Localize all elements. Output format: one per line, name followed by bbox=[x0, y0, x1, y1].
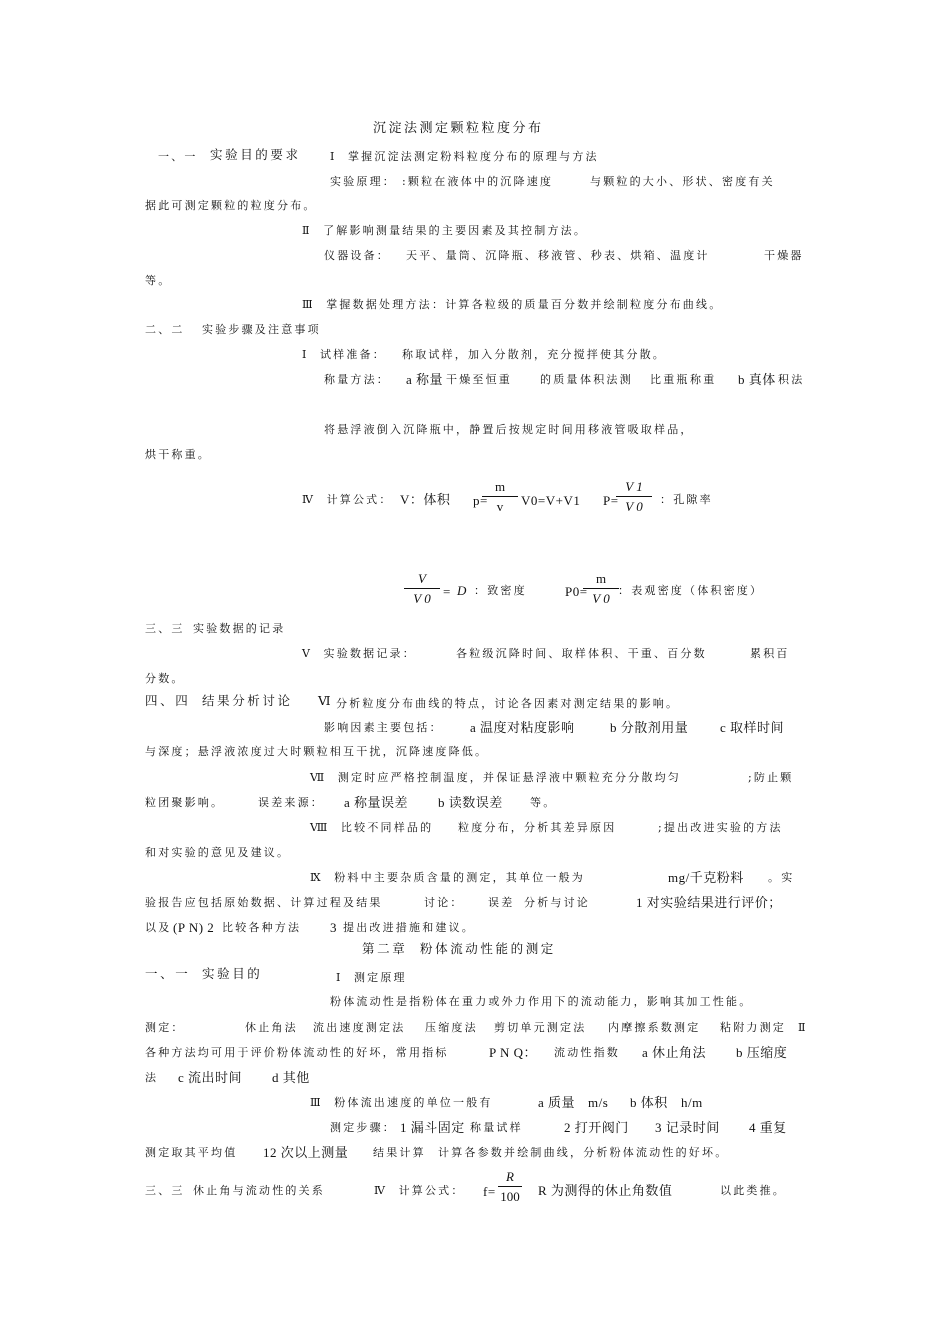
text-line: R 为测得的休止角数值 bbox=[538, 1183, 673, 1198]
text-line: 4 重复 bbox=[749, 1120, 787, 1135]
section-1-number: 一、一 bbox=[158, 150, 198, 163]
text-line: Ⅳ 计算公式： bbox=[374, 1184, 465, 1197]
text-line: ;提出改进实验的方法 bbox=[658, 821, 783, 834]
text-line: 3 记录时间 bbox=[655, 1120, 720, 1135]
text-line: 1 漏斗固定 bbox=[400, 1120, 465, 1135]
fraction-m-over-v0 bbox=[583, 572, 619, 605]
fraction-denominator: 100 bbox=[500, 1189, 520, 1204]
section-2-number: 二、二 bbox=[145, 323, 185, 336]
text-line: Ⅸ 粉料中主要杂质含量的测定，其单位一般为 bbox=[310, 871, 586, 884]
section-4-heading: 结果分析讨论 bbox=[202, 693, 293, 708]
text-line: b 体积 bbox=[630, 1095, 668, 1110]
page-title: 沉淀法测定颗粒粒度分布 bbox=[373, 121, 544, 136]
text-line: 实验原理： bbox=[330, 175, 396, 188]
fraction-m-over-v bbox=[482, 480, 518, 513]
text-line: 称量试样 bbox=[470, 1121, 523, 1134]
text-line: 烘干称重。 bbox=[145, 448, 211, 461]
text-line: :颗粒在液体中的沉降速度 bbox=[402, 175, 554, 188]
text-line: 压缩度法 bbox=[425, 1021, 478, 1034]
text-line: Ⅰ 掌握沉淀法测定粉料粒度分布的原理与方法 bbox=[330, 150, 599, 163]
chapter-heading-number: 第二章 bbox=[362, 941, 408, 956]
text-line: Ⅴ 实验数据记录： bbox=[302, 647, 416, 660]
text-line: 测定取其平均值 bbox=[145, 1146, 238, 1159]
text-line: 讨论： bbox=[424, 896, 464, 909]
text-line: c 取样时间 bbox=[720, 720, 785, 735]
fraction-bar bbox=[616, 496, 652, 497]
text-line: 分析粒度分布曲线的特点，讨论各因素对测定结果的影响。 bbox=[336, 697, 680, 710]
text-line: a 质量 bbox=[538, 1095, 576, 1110]
text-line: Ⅶ 测定时应严格控制温度，并保证悬浮液中颗粒充分分散均匀 bbox=[310, 771, 681, 784]
text-line: (P N) 2 bbox=[173, 920, 215, 935]
formula-p0-label: P0= bbox=[565, 584, 588, 599]
text-line: a 温度对粘度影响 bbox=[470, 720, 575, 735]
text-line: h/m bbox=[681, 1095, 703, 1110]
text-line: P N Q： bbox=[489, 1045, 538, 1060]
text-line: 各粒级沉降时间、取样体积、干重、百分数 bbox=[456, 647, 707, 660]
section-4-number: 四、四 bbox=[145, 693, 191, 708]
fraction-numerator: V 1 bbox=[625, 479, 643, 494]
fraction-bar bbox=[404, 588, 440, 589]
text-line: ：孔隙率 bbox=[660, 493, 713, 506]
text-line: Ⅲ 粉体流出速度的单位一般有 bbox=[310, 1096, 493, 1109]
fraction-v-over-v0 bbox=[404, 572, 440, 605]
text-line: b 读数误差 bbox=[438, 795, 503, 810]
text-line: ：计算各粒级的质量百分数并绘制粒度分布曲线。 bbox=[432, 298, 723, 311]
section-3-heading: 实验数据的记录 bbox=[193, 622, 286, 635]
text-line: 内摩擦系数测定 bbox=[608, 1021, 701, 1034]
subsection-heading: 实验目的 bbox=[202, 966, 263, 981]
text-line: 1 对实验结果进行评价； bbox=[636, 895, 782, 910]
text-line: 称重 bbox=[690, 373, 717, 386]
fraction-r-over-100 bbox=[492, 1170, 528, 1203]
text-line: 误差来源： bbox=[258, 796, 324, 809]
formula-p-label: p= bbox=[473, 493, 488, 508]
text-line: c 流出时间 bbox=[178, 1070, 243, 1085]
text-line: 天平、量筒、沉降瓶、移液管、秒表、烘箱、温度计 bbox=[406, 249, 710, 262]
subsection-number: 一、一 bbox=[145, 966, 191, 981]
text-line: 和对实验的意见及建议。 bbox=[145, 846, 291, 859]
fraction-numerator: m bbox=[494, 479, 506, 494]
text-line: 累积百 bbox=[750, 647, 790, 660]
chapter-heading: 粉体流动性能的测定 bbox=[420, 941, 556, 956]
text-line: 12 次以上测量 bbox=[263, 1145, 349, 1160]
section-heading: 休止角与流动性的关系 bbox=[193, 1184, 325, 1197]
formula-equals: = bbox=[443, 584, 451, 599]
formula-v0: V0=V+V1 bbox=[521, 493, 581, 508]
text-line: 流出速度测定法 bbox=[313, 1021, 406, 1034]
text-line: 与深度；悬浮液浓度过大时颗粒相互干扰，沉降速度降低。 bbox=[145, 745, 489, 758]
text-line: 与颗粒的大小、形状、密度有关 bbox=[590, 175, 775, 188]
text-line: 积法 bbox=[778, 373, 805, 386]
text-line: m/s bbox=[588, 1095, 609, 1110]
text-line: 各种方法均可用于评价粉体流动性的好坏，常用指标 bbox=[145, 1046, 449, 1059]
text-line: 仪器设备： bbox=[324, 249, 390, 262]
text-line: 粒团聚影响。 bbox=[145, 796, 225, 809]
text-line: 分析与讨论 bbox=[524, 896, 590, 909]
text-line: Ⅰ 试样准备： bbox=[302, 348, 386, 361]
text-line: a 称量误差 bbox=[344, 795, 409, 810]
fraction-bar bbox=[482, 496, 518, 497]
text-line: b 真体 bbox=[738, 372, 776, 387]
text-line: 。实 bbox=[768, 871, 795, 884]
text-line: 提出改进措施和建议。 bbox=[343, 921, 475, 934]
text-line: b 分散剂用量 bbox=[610, 720, 689, 735]
text-line: 将悬浮液倒入沉降瓶中，静置后按规定时间用移液管吸取样品， bbox=[324, 423, 694, 436]
formula-d: D bbox=[457, 583, 467, 598]
text-line: Ⅲ 掌握数据处理方法 bbox=[302, 298, 432, 311]
text-line: a 休止角法 bbox=[642, 1045, 707, 1060]
text-line: Ⅰ 测定原理 bbox=[336, 971, 407, 984]
text-line: 比较各种方法 bbox=[222, 921, 302, 934]
formula-P-label: P= bbox=[603, 493, 619, 508]
text-line: 剪切单元测定法 bbox=[494, 1021, 587, 1034]
text-line: 干燥至恒重 bbox=[446, 373, 512, 386]
text-line: 休止角法 bbox=[245, 1021, 298, 1034]
section-3-number: 三、三 bbox=[145, 622, 185, 635]
text-line: 粉体流动性是指粉体在重力或外力作用下的流动能力，影响其加工性能。 bbox=[330, 995, 753, 1008]
text-line: 法 bbox=[145, 1071, 159, 1084]
text-line: 计算各参数并绘制曲线，分析粉体流动性的好坏。 bbox=[438, 1146, 729, 1159]
text-line: mg/千克粉料 bbox=[668, 870, 744, 885]
text-line: Ⅷ 比较不同样品的 bbox=[310, 821, 434, 834]
text-line: 误差 bbox=[488, 896, 515, 909]
fraction-v1-over-v0 bbox=[616, 480, 652, 513]
formula-f-label: f= bbox=[483, 1184, 496, 1199]
text-line: 等。 bbox=[530, 796, 557, 809]
text-line: ：表观密度（体积密度） bbox=[618, 584, 764, 597]
roman-numeral: Ⅵ bbox=[318, 693, 334, 708]
text-line: 结果计算 bbox=[373, 1146, 426, 1159]
text-line: Ⅱ 了解影响测量结果的主要因素及其控制方法。 bbox=[302, 224, 588, 237]
text-line: 粘附力测定 bbox=[720, 1021, 786, 1034]
text-line: ：致密度 bbox=[474, 584, 527, 597]
text-line: 据此可测定颗粒的粒度分布。 bbox=[145, 199, 317, 212]
text-line: 流动性指数 bbox=[554, 1046, 620, 1059]
fraction-numerator: V bbox=[418, 571, 426, 586]
text-line: 等。 bbox=[145, 274, 172, 287]
text-line: 体积法测 bbox=[580, 373, 633, 386]
text-line: a 称量 bbox=[406, 372, 444, 387]
text-line: ;防止颗 bbox=[748, 771, 794, 784]
section-number: 三、三 bbox=[145, 1184, 185, 1197]
text-line: 3 bbox=[330, 920, 337, 935]
text-line: 称取试样，加入分散剂，充分搅拌使其分散。 bbox=[402, 348, 666, 361]
section-2-heading: 实验步骤及注意事项 bbox=[202, 323, 321, 336]
fraction-denominator: V 0 bbox=[592, 591, 610, 606]
text-line: 测定： bbox=[145, 1021, 185, 1034]
text-line: Ⅳ 计算公式： bbox=[302, 493, 393, 506]
fraction-denominator: V 0 bbox=[625, 499, 643, 514]
fraction-denominator: V 0 bbox=[413, 591, 431, 606]
text-line: Ⅱ bbox=[798, 1021, 808, 1034]
fraction-bar bbox=[583, 588, 619, 589]
fraction-numerator: m bbox=[595, 571, 607, 586]
text-line: 验报告应包括原始数据、计算过程及结果 bbox=[145, 896, 383, 909]
fraction-denominator: v bbox=[496, 499, 504, 514]
text-line: V：体积 bbox=[400, 492, 451, 507]
text-line: 测定步骤： bbox=[330, 1121, 396, 1134]
text-line: 称量方法： bbox=[324, 373, 390, 386]
fraction-numerator: R bbox=[506, 1169, 514, 1184]
text-line: 以此类推。 bbox=[720, 1184, 786, 1197]
text-line: b 压缩度 bbox=[736, 1045, 788, 1060]
text-line: 干燥器 bbox=[764, 249, 804, 262]
text-line: 比重瓶 bbox=[650, 373, 690, 386]
text-line: 分数。 bbox=[145, 672, 185, 685]
text-line: 的质量 bbox=[540, 373, 580, 386]
text-line: 粒度分布，分析其差异原因 bbox=[458, 821, 617, 834]
section-1-heading: 实验目的要求 bbox=[210, 147, 301, 162]
text-line: 以及 bbox=[145, 921, 172, 934]
fraction-bar bbox=[498, 1186, 522, 1187]
text-line: d 其他 bbox=[272, 1070, 310, 1085]
text-line: 2 打开阀门 bbox=[564, 1120, 629, 1135]
text-line: 影响因素主要包括： bbox=[324, 721, 443, 734]
